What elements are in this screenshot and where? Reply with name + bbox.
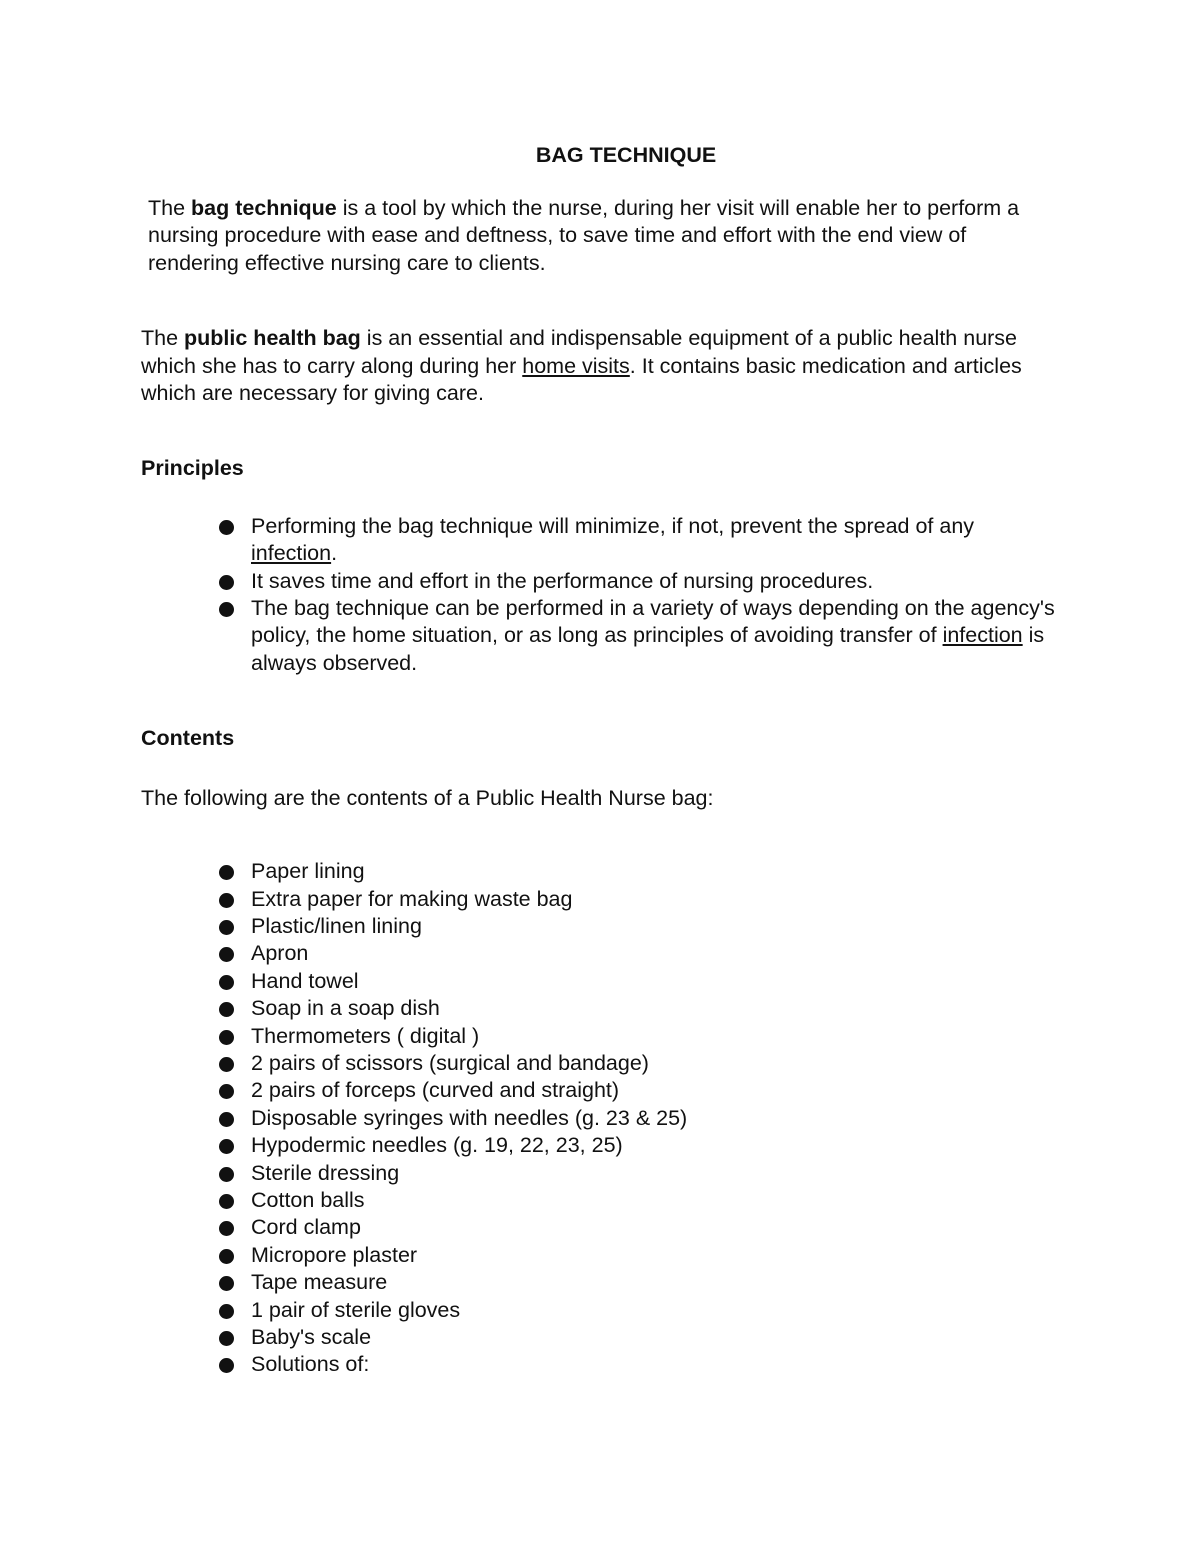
bullet-icon bbox=[219, 1331, 234, 1346]
contents-item-label: Apron bbox=[251, 941, 309, 966]
contents-heading: Contents bbox=[141, 726, 235, 751]
bullet-icon bbox=[219, 1139, 234, 1154]
bullet-icon bbox=[219, 1057, 234, 1072]
principle-text-after: is always observed. bbox=[251, 623, 1045, 675]
contents-item-label: Tape measure bbox=[251, 1270, 388, 1295]
principle-item bbox=[141, 595, 1061, 677]
public-health-bag-paragraph bbox=[141, 325, 1061, 407]
phb-prefix: The bbox=[141, 326, 185, 351]
contents-item-label: Paper lining bbox=[251, 859, 365, 884]
principle-item bbox=[141, 568, 1061, 595]
contents-item-label: Hypodermic needles (g. 19, 22, 23, 25) bbox=[251, 1133, 623, 1158]
bullet-icon bbox=[219, 575, 234, 590]
infection-link[interactable]: infection bbox=[942, 623, 1023, 648]
contents-list bbox=[141, 858, 1061, 1379]
contents-item-label: 2 pairs of forceps (curved and straight) bbox=[251, 1078, 620, 1103]
principles-heading: Principles bbox=[141, 456, 244, 481]
phb-bold-term: public health bag bbox=[184, 326, 361, 351]
contents-item bbox=[141, 1214, 1061, 1241]
intro-paragraph bbox=[141, 195, 1061, 277]
contents-item-label: Extra paper for making waste bag bbox=[251, 886, 573, 911]
contents-item bbox=[141, 1324, 1061, 1351]
contents-item bbox=[141, 995, 1061, 1022]
intro-rest: is a tool by which the nurse, during her visit will enable her to perform a nursing procedure with ease and deftness, to save time and effort with the end view of rendering effective nursing care to clients. bbox=[148, 196, 1020, 275]
bullet-icon bbox=[219, 893, 234, 908]
contents-item-label: Baby's scale bbox=[251, 1325, 372, 1349]
infection-link[interactable]: infection bbox=[251, 541, 332, 566]
contents-item bbox=[141, 886, 1061, 913]
contents-item bbox=[141, 1297, 1061, 1324]
principle-item bbox=[141, 513, 1061, 568]
contents-item bbox=[141, 1132, 1061, 1159]
contents-item bbox=[141, 940, 1061, 967]
home-visits-link[interactable]: home visits bbox=[522, 353, 630, 378]
contents-item-label: Sterile dressing bbox=[251, 1160, 400, 1185]
bullet-icon bbox=[219, 1358, 234, 1373]
bullet-icon bbox=[219, 1030, 234, 1045]
principle-text: It saves time and effort in the performance of nursing procedures. bbox=[251, 568, 874, 593]
bullet-icon bbox=[219, 1112, 234, 1127]
contents-item-label: Cotton balls bbox=[251, 1187, 365, 1212]
contents-item bbox=[141, 913, 1061, 940]
contents-item-label: Micropore plaster bbox=[251, 1242, 418, 1267]
contents-item-label: Plastic/linen lining bbox=[251, 913, 422, 938]
intro-bold-term: bag technique bbox=[191, 196, 337, 220]
bullet-icon bbox=[219, 602, 234, 617]
bullet-icon bbox=[219, 1221, 234, 1236]
contents-item bbox=[141, 1351, 1061, 1378]
bullet-icon bbox=[219, 975, 234, 990]
bullet-icon bbox=[219, 1194, 234, 1209]
contents-intro: The following are the contents of a Public Health Nurse bag: bbox=[141, 785, 714, 810]
contents-item bbox=[141, 1269, 1061, 1296]
document-page bbox=[141, 140, 1061, 1379]
contents-item bbox=[141, 1160, 1061, 1187]
contents-item-label: 2 pairs of scissors (surgical and bandage) bbox=[251, 1050, 649, 1075]
phb-middle: is an essential and indispensable equipment of a public health nurse which she has to carry along during her bbox=[141, 326, 1018, 378]
principle-text: Performing the bag technique will minimize, if not, prevent the spread of any bbox=[251, 513, 975, 538]
contents-item-label: Cord clamp bbox=[251, 1215, 361, 1240]
bullet-icon bbox=[219, 1304, 234, 1319]
bullet-icon bbox=[219, 1167, 234, 1182]
document-title: BAG TECHNIQUE bbox=[535, 143, 717, 167]
principles-list bbox=[141, 513, 1061, 677]
contents-item-label: Soap in a soap dish bbox=[251, 996, 440, 1021]
bullet-icon bbox=[219, 920, 234, 935]
contents-item bbox=[141, 1023, 1061, 1050]
contents-item bbox=[141, 968, 1061, 995]
contents-item-label: 1 pair of sterile gloves bbox=[251, 1297, 461, 1322]
contents-item bbox=[141, 1242, 1061, 1269]
contents-item bbox=[141, 1105, 1061, 1132]
phb-rest: . It contains basic medication and articles which are necessary for giving care. bbox=[141, 353, 1022, 406]
contents-item bbox=[141, 1077, 1061, 1104]
contents-item-label: Solutions of: bbox=[251, 1352, 370, 1377]
bullet-icon bbox=[219, 947, 234, 962]
bullet-icon bbox=[219, 1249, 234, 1264]
intro-prefix: The bbox=[148, 196, 192, 220]
contents-item-label: Hand towel bbox=[251, 968, 359, 993]
principle-text-after: . bbox=[331, 541, 338, 566]
bullet-icon bbox=[219, 1002, 234, 1017]
bullet-icon bbox=[219, 1084, 234, 1099]
bullet-icon bbox=[219, 1276, 234, 1291]
bullet-icon bbox=[219, 520, 234, 535]
contents-item-label: Disposable syringes with needles (g. 23 & 25) bbox=[251, 1105, 688, 1130]
principle-text: The bag technique can be performed in a variety of ways depending on the agency's policy, the home situation, or as long as principles of avoiding transfer of bbox=[251, 596, 1055, 648]
bullet-icon bbox=[219, 865, 234, 880]
contents-item-label: Thermometers ( digital ) bbox=[251, 1023, 480, 1048]
contents-item bbox=[141, 1187, 1061, 1214]
contents-item bbox=[141, 1050, 1061, 1077]
contents-item bbox=[141, 858, 1061, 885]
